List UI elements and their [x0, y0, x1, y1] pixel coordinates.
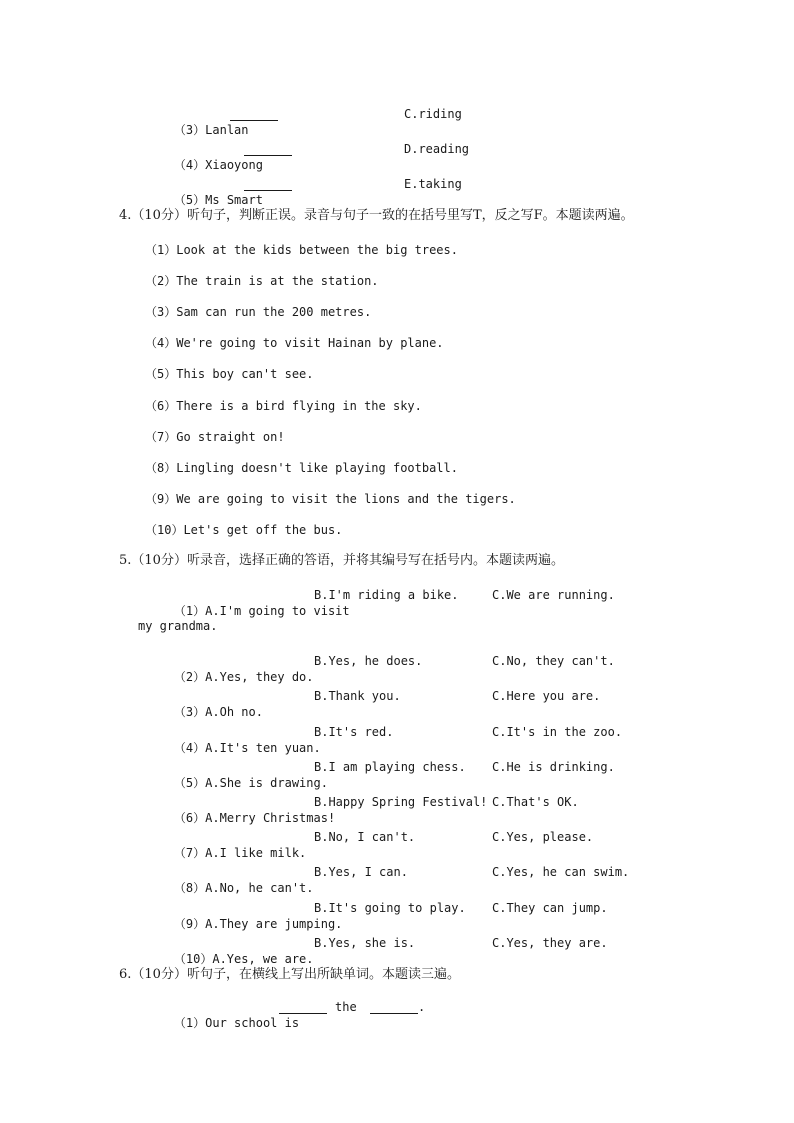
option-b: B.I am playing chess. — [314, 760, 466, 774]
choice-number: （5） — [173, 776, 206, 790]
answer-blank[interactable] — [279, 1001, 327, 1014]
match-number: （4） — [173, 158, 206, 172]
fill-end: . — [418, 1000, 426, 1014]
match-number: （3） — [173, 123, 206, 137]
option-c: C.They can jump. — [492, 901, 608, 915]
choice-number: （10） — [173, 952, 213, 966]
statement-item: （1）Look at the kids between the big trees. — [145, 243, 458, 257]
option-b: B.Yes, she is. — [314, 936, 416, 950]
statement-item: （10）Let's get off the bus. — [145, 523, 343, 537]
option-b: B.Yes, he does. — [314, 654, 423, 668]
match-option: D.reading — [404, 142, 470, 156]
option-a: A.They are jumping. — [205, 917, 343, 931]
statement-item: （7）Go straight on! — [145, 430, 285, 444]
option-c: C.Here you are. — [492, 689, 601, 703]
option-a: A.I'm going to visit — [205, 604, 350, 618]
statement-item: （5）This boy can't see. — [145, 367, 314, 381]
fill-number: （1） — [173, 1016, 206, 1030]
statement-item: （2）The train is at the station. — [145, 274, 379, 288]
option-c: C.Yes, they are. — [492, 936, 608, 950]
match-name: Lanlan — [205, 123, 249, 137]
option-b: B.It's going to play. — [314, 901, 466, 915]
choice-number: （9） — [173, 917, 206, 931]
choice-number: （7） — [173, 846, 206, 860]
statement-item: （8）Lingling doesn't like playing football. — [145, 461, 458, 475]
answer-blank[interactable] — [244, 178, 292, 191]
match-number: （5） — [173, 193, 206, 207]
choice-number: （2） — [173, 670, 206, 684]
option-c: C.No, they can't. — [492, 654, 615, 668]
option-b: B.No, I can't. — [314, 830, 416, 844]
option-a: A.I like milk. — [205, 846, 307, 860]
match-name: Ms Smart — [205, 193, 263, 207]
choice-number: （6） — [173, 811, 206, 825]
answer-blank[interactable] — [370, 1001, 418, 1014]
statement-item: （3）Sam can run the 200 metres. — [145, 305, 372, 319]
fill-text: the — [335, 1000, 357, 1014]
option-a: A.Oh no. — [205, 705, 263, 719]
option-a-continued: my grandma. — [138, 619, 218, 633]
question-title: 5.（10分）听录音，选择正确的答语，并将其编号写在括号内。本题读两遍。 — [119, 553, 564, 568]
option-c: C.We are running. — [492, 588, 615, 602]
option-a: A.Yes, we are. — [212, 952, 314, 966]
question-title: 6.（10分）听句子，在横线上写出所缺单词。本题读三遍。 — [119, 967, 460, 982]
choice-number: （8） — [173, 881, 206, 895]
option-a: A.It's ten yuan. — [205, 741, 321, 755]
fill-item — [145, 999, 299, 1047]
option-a: A.She is drawing. — [205, 776, 328, 790]
option-c: C.It's in the zoo. — [492, 725, 623, 739]
answer-blank[interactable] — [230, 108, 278, 121]
statement-item: （4）We're going to visit Hainan by plane. — [145, 336, 444, 350]
option-c: C.He is drinking. — [492, 760, 615, 774]
fill-text: Our school is — [205, 1016, 300, 1030]
statement-item: （6）There is a bird flying in the sky. — [145, 399, 422, 413]
choice-number: （1） — [173, 604, 206, 618]
option-c: C.Yes, please. — [492, 830, 594, 844]
match-option: C.riding — [404, 107, 462, 121]
match-name: Xiaoyong — [205, 158, 263, 172]
option-b: B.Thank you. — [314, 689, 401, 703]
option-b: B.Happy Spring Festival! — [314, 795, 488, 809]
answer-blank[interactable] — [244, 143, 292, 156]
choice-number: （4） — [173, 741, 206, 755]
option-c: C.Yes, he can swim. — [492, 865, 630, 879]
option-b: B.I'm riding a bike. — [314, 588, 459, 602]
option-b: B.Yes, I can. — [314, 865, 408, 879]
option-c: C.That's OK. — [492, 795, 579, 809]
option-a: A.Merry Christmas! — [205, 811, 336, 825]
choice-number: （3） — [173, 705, 206, 719]
option-b: B.It's red. — [314, 725, 394, 739]
match-option: E.taking — [404, 177, 462, 191]
option-a: A.No, he can't. — [205, 881, 314, 895]
question-title: 4.（10分）听句子，判断正误。录音与句子一致的在括号里写T，反之写F。本题读两遍。 — [119, 208, 634, 223]
option-a: A.Yes, they do. — [205, 670, 314, 684]
statement-item: （9）We are going to visit the lions and the tigers. — [145, 492, 516, 506]
